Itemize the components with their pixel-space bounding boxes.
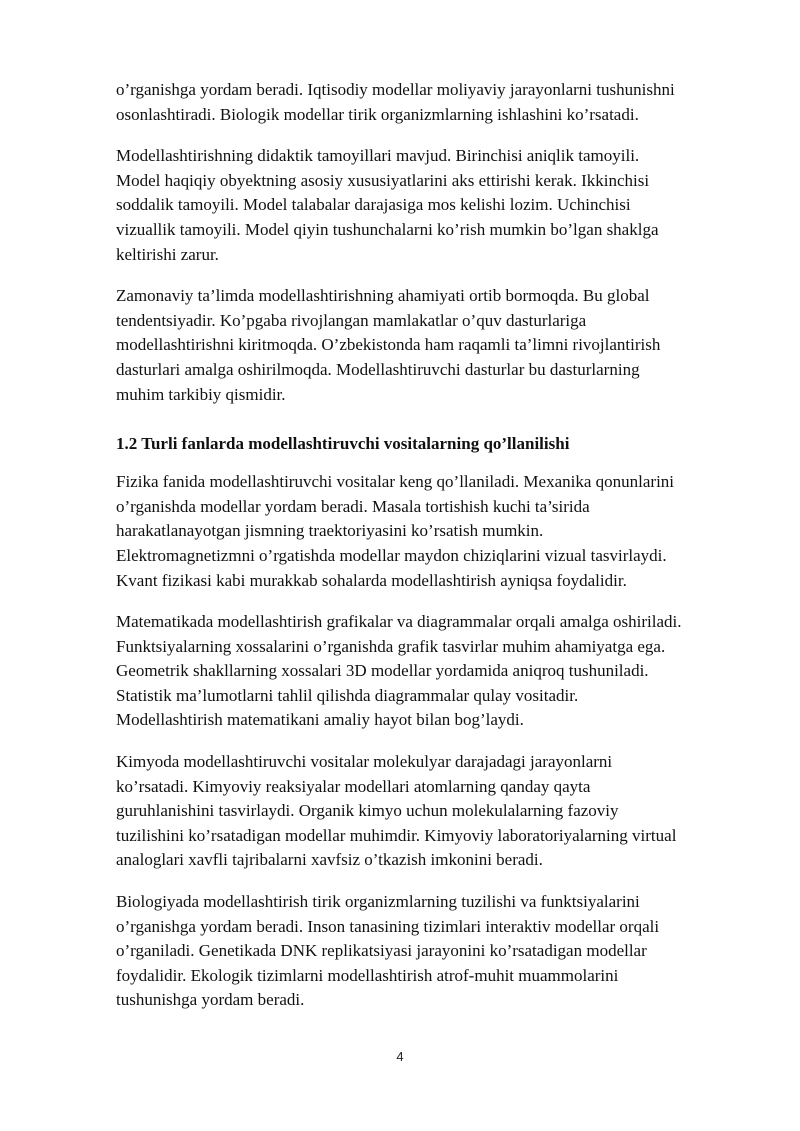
text-line: analoglari xavfli tajribalarni xavfsiz o’tkazish imkonini beradi.: [116, 850, 543, 870]
text-line: osonlashtiradi. Biologik modellar tirik organizmlarning ishlashini ko’rsatadi.: [116, 104, 639, 124]
text-line: Funktsiyalarning xossalarini o’rganishda grafik tasvirlar muhim ahamiyatga ega.: [116, 636, 666, 656]
section-heading: 1.2 Turli fanlarda modellashtiruvchi vositalarning qo’llanilishi: [116, 434, 570, 454]
text-line: Fizika fanida modellashtiruvchi vositalar keng qo’llaniladi. Mexanika qonunlarini: [116, 472, 675, 492]
text-line: soddalik tamoyili. Model talabalar darajasiga mos kelishi lozim. Uchinchisi: [116, 195, 631, 215]
text-line: Model haqiqiy obyektning asosiy xususiyatlarini aks ettirishi kerak. Ikkinchisi: [116, 170, 650, 190]
text-line: tendentsiyadir. Ko’pgaba rivojlangan mamlakatlar o’quv dasturlariga: [116, 310, 587, 330]
text-line: modellashtirishni kiritmoqda. O’zbekistonda ham raqamli ta’limni rivojlantirish: [116, 335, 661, 355]
text-line: Modellashtirish matematikani amaliy hayot bilan bog’laydi.: [116, 710, 524, 730]
text-line: o’rganishda modellar yordam beradi. Masala tortishish kuchi ta’sirida: [116, 496, 590, 516]
paragraph: [116, 144, 748, 267]
text-line: Statistik ma’lumotlarni tahlil qilishda diagrammalar qulay vositadir.: [116, 685, 579, 705]
text-line: dasturlari amalga oshirilmoqda. Modellashtiruvchi dasturlar bu dasturlarning: [116, 359, 640, 379]
text-line: muhim tarkibiy qismidir.: [116, 384, 286, 404]
text-line: guruhlanishini tasvirlaydi. Organik kimyo uchun molekulalarning fazoviy: [116, 801, 619, 821]
text-line: Modellashtirishning didaktik tamoyillari mavjud. Birinchisi aniqlik tamoyili.: [116, 146, 640, 166]
text-line: Kimyoda modellashtiruvchi vositalar molekulyar darajadagi jarayonlarni: [116, 752, 613, 772]
text-line: vizuallik tamoyili. Model qiyin tushunchalarni ko’rish mumkin bo’lgan shaklga: [116, 219, 659, 239]
paragraphs-before-heading: [116, 78, 748, 407]
paragraphs-after-heading: [116, 470, 748, 1013]
paragraph: [116, 750, 748, 873]
paragraph: [116, 610, 748, 733]
text-line: keltirishi zarur.: [116, 244, 219, 264]
text-line: tushunishga yordam beradi.: [116, 990, 305, 1010]
text-line: Matematikada modellashtirish grafikalar va diagrammalar orqali amalga oshiriladi.: [116, 612, 682, 632]
text-line: harakatlanayotgan jismning traektoriyasini ko’rsatish mumkin.: [116, 521, 544, 541]
text-line: Geometrik shakllarning xossalari 3D modellar yordamida aniqroq tushuniladi.: [116, 661, 649, 681]
text-line: ko’rsatadi. Kimyoviy reaksiyalar modellari atomlarning qanday qayta: [116, 776, 591, 796]
text-line: o’rganishga yordam beradi. Inson tanasining tizimlari interaktiv modellar orqali: [116, 916, 660, 936]
page-number: 4: [396, 1049, 404, 1064]
paragraph: [116, 78, 748, 127]
paragraph: [116, 470, 748, 593]
document-page-body: [116, 78, 748, 1030]
text-line: tuzilishini ko’rsatadigan modellar muhimdir. Kimyoviy laboratoriyalarning virtual: [116, 825, 677, 845]
paragraph: [116, 890, 748, 1013]
text-line: o’rganiladi. Genetikada DNK replikatsiyasi jarayonini ko’rsatadigan modellar: [116, 941, 647, 961]
text-line: Elektromagnetizmni o’rgatishda modellar maydon chiziqlarini vizual tasvirlaydi.: [116, 545, 667, 565]
paragraph: [116, 284, 748, 407]
text-line: Kvant fizikasi kabi murakkab sohalarda modellashtirish ayniqsa foydalidir.: [116, 570, 627, 590]
text-line: Biologiyada modellashtirish tirik organizmlarning tuzilishi va funktsiyalarini: [116, 892, 640, 912]
text-line: Zamonaviy ta’limda modellashtirishning ahamiyati ortib bormoqda. Bu global: [116, 286, 650, 306]
text-line: o’rganishga yordam beradi. Iqtisodiy modellar moliyaviy jarayonlarni tushunishni: [116, 80, 675, 99]
text-line: foydalidir. Ekologik tizimlarni modellashtirish atrof-muhit muammolarini: [116, 965, 619, 985]
